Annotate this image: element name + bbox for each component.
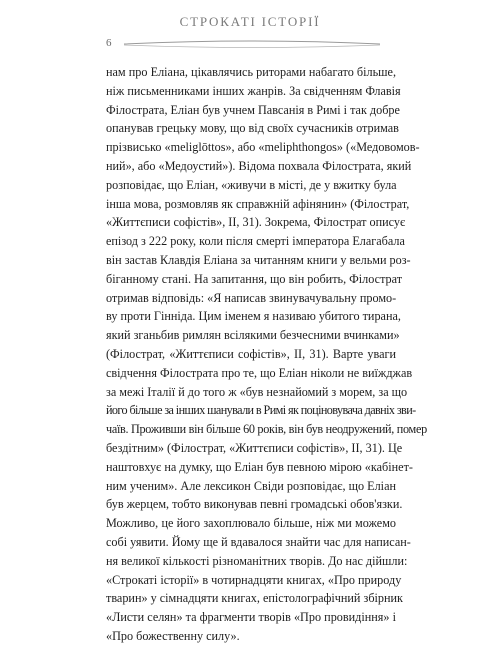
running-title: СТРОКАТІ ІСТОРІЇ: [179, 14, 321, 29]
text-line: опанував грецьку мову, що від своїх сучасників отримав: [106, 121, 399, 136]
text-line: був жерцем, тобто виконував певні громадські обов'язки.: [106, 497, 403, 512]
text-line: за межі Італії й до того ж «був незнайомий з морем, за що: [106, 384, 408, 399]
page-number: 6: [106, 37, 112, 49]
text-line: розповідає, що Еліан, «живучи в місті, де у вжитку була: [106, 177, 397, 192]
text-line: його більше за інших шанували в Римі як поціновувача давніх зви-: [106, 403, 416, 418]
text-line: інша мова, розмовляв як справжній афінянин» (Філострат,: [106, 196, 410, 211]
text-line: свідчення Філострата про те, що Еліан ніколи не виїжджав: [106, 365, 413, 380]
text-line: (Філострат, «Життєписи софістів», II, 31). Варте уваги: [106, 346, 396, 361]
text-line: ня великої кількості різноманітних творів. До нас дійшли:: [106, 553, 408, 568]
text-line: бездітним» (Філострат, «Життєписи софістів», II, 31). Це: [106, 440, 403, 455]
text-line: «Життєписи софістів», II, 31). Зокрема, Філострат описує: [106, 215, 406, 230]
header-ornament-divider: [122, 38, 382, 50]
text-line: нам про Еліана, цікавлячись риторами набагато більше,: [106, 65, 396, 79]
text-line: наштовхує на думку, що Еліан був певною мірою «кабінет-: [106, 459, 413, 474]
text-line: тварин» у сімнадцяти книгах, епістолографічний збірник: [106, 591, 403, 606]
text-line: «Листи селян» та фрагменти творів «Про провидіння» і: [106, 610, 396, 625]
text-line: отримав відповідь: «Я написав звинувачувальну промо-: [106, 290, 397, 305]
text-line: ву проти Гінніда. Цим іменем я називаю убитого тирана,: [106, 309, 401, 324]
text-line: ним ученим». Але лексикон Свіди розповідає, що Еліан: [106, 478, 396, 493]
text-line: який зганьбив римлян всілякими безчесними вчинками»: [106, 328, 400, 343]
text-line: «Про божественну силу».: [106, 628, 240, 643]
text-line: він застав Клавдія Еліана за читанням книги у вельми роз-: [106, 252, 411, 267]
text-line: ніж письменниками інших жанрів. За свідченням Флавія: [106, 83, 401, 98]
text-line: біганному стані. На запитання, що він робить, Філострат: [106, 271, 403, 286]
text-line: чаїв. Проживши він більше 60 років, він був неодружений, помер: [106, 422, 427, 437]
text-line: прізвисько «meliglōttos», або «meliphthongos» («Медовомов-: [106, 140, 420, 155]
text-line: Філострата, Еліан був учнем Павсанія в Римі і так добре: [106, 102, 400, 117]
body-text: [106, 63, 427, 646]
text-line: собі уявити. Йому ще й вдавалося знайти час для написан-: [106, 534, 411, 549]
text-line: епізод з 222 року, коли після смерті імператора Елагабала: [106, 234, 405, 249]
text-line: ний», або «Медоустий»). Відома похвала Філострата, який: [106, 158, 412, 173]
text-line: «Строкаті історії» в чотирнадцяти книгах, «Про природу: [106, 572, 402, 587]
text-line: Можливо, це його захоплювало більше, ніж ми можемо: [106, 516, 396, 531]
